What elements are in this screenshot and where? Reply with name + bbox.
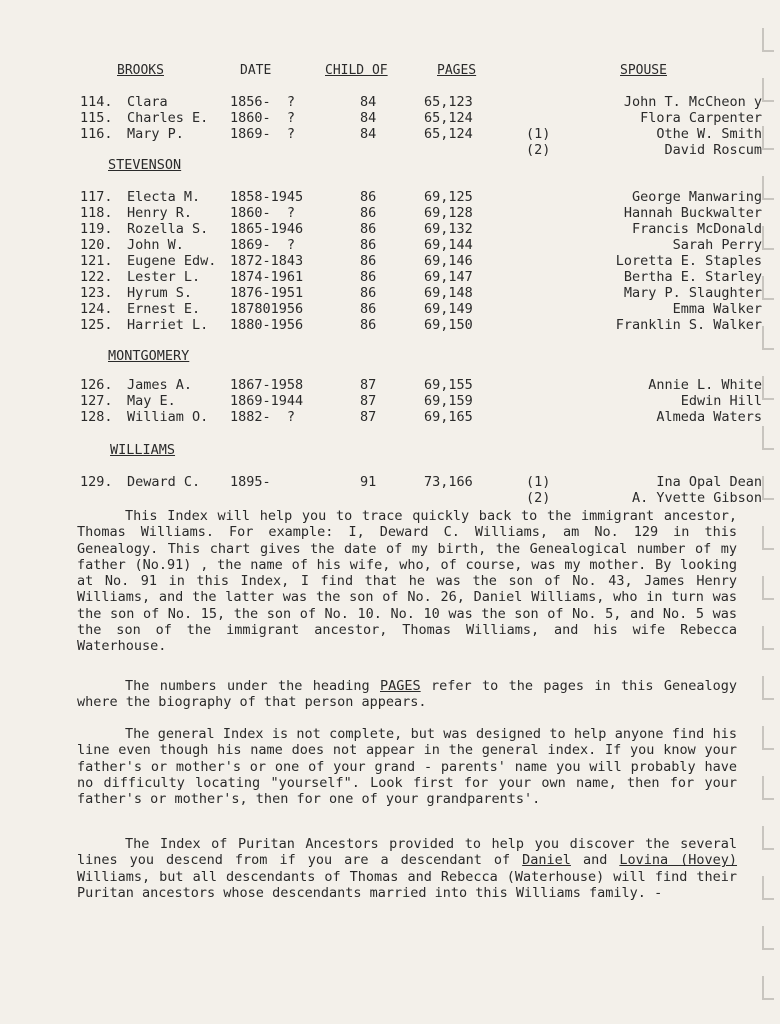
spouse-name: John T. McCheon y <box>623 94 762 110</box>
index-number: 128. <box>80 409 113 425</box>
spouse-name: Ina Opal Dean <box>656 474 762 490</box>
paragraph-pages-explanation <box>77 678 737 711</box>
binder-mark <box>762 126 774 150</box>
index-number: 119. <box>80 221 113 237</box>
index-number: 127. <box>80 393 113 409</box>
page-refs: 65,124 <box>424 126 473 142</box>
spouse-name: Bertha E. Starley <box>623 269 762 285</box>
spouse-name: A. Yvette Gibson <box>631 490 762 506</box>
spouse-name: Almeda Waters <box>656 409 762 425</box>
index-number: 122. <box>80 269 113 285</box>
index-number: 115. <box>80 110 113 126</box>
parent-number: 86 <box>360 189 377 205</box>
header-brooks: BROOKS <box>117 63 164 78</box>
table-row <box>0 126 780 142</box>
spouse-name: Edwin Hill <box>680 393 762 409</box>
parent-number: 86 <box>360 205 377 221</box>
binder-mark <box>762 876 774 900</box>
binder-mark <box>762 78 774 102</box>
person-dates: 1869-1944 <box>230 393 304 409</box>
binder-mark <box>762 226 774 250</box>
binder-mark <box>762 976 774 1000</box>
header-pages: PAGES <box>437 63 477 78</box>
person-name: Henry R. <box>127 205 193 221</box>
binder-mark <box>762 626 774 650</box>
binder-mark <box>762 826 774 850</box>
table-row <box>0 110 780 126</box>
puritan-text-and: and <box>570 852 620 869</box>
parent-number: 87 <box>360 377 377 393</box>
table-row <box>0 205 780 221</box>
parent-number: 84 <box>360 110 377 126</box>
spouse-name: David Roscum <box>664 142 762 158</box>
spouse-name: Sarah Perry <box>672 237 762 253</box>
header-spouse: SPOUSE <box>620 63 667 78</box>
lovina-name: Lovina (Hovey) <box>619 852 738 869</box>
pages-heading-ref: PAGES <box>380 678 421 694</box>
binder-mark <box>762 476 774 500</box>
spouse-name: Franklin S. Walker <box>615 317 762 333</box>
marriage-marker: (2) <box>526 490 551 506</box>
person-dates: 1856- ? <box>230 94 296 110</box>
header-child-of: CHILD OF <box>325 63 388 78</box>
person-name: Charles E. <box>127 110 209 126</box>
page-refs: 69,148 <box>424 285 473 301</box>
index-number: 120. <box>80 237 113 253</box>
person-name: Harriet L. <box>127 317 209 333</box>
section-title-montgomery: MONTGOMERY <box>108 348 190 364</box>
binder-mark <box>762 28 774 52</box>
table-row <box>0 474 780 490</box>
binder-mark <box>762 376 774 400</box>
person-dates: 1869- ? <box>230 237 296 253</box>
binder-mark <box>762 526 774 550</box>
page-refs: 65,124 <box>424 110 473 126</box>
spouse-name: Loretta E. Staples <box>615 253 762 269</box>
page-refs: 73,166 <box>424 474 473 490</box>
person-dates: 1865-1946 <box>230 221 304 237</box>
parent-number: 86 <box>360 317 377 333</box>
index-number: 129. <box>80 474 113 490</box>
binder-mark <box>762 326 774 350</box>
index-number: 126. <box>80 377 113 393</box>
person-name: James A. <box>127 377 193 393</box>
page-refs: 69,128 <box>424 205 473 221</box>
person-name: May E. <box>127 393 176 409</box>
parent-number: 86 <box>360 301 377 317</box>
person-name: Electa M. <box>127 189 201 205</box>
person-dates: 1860- ? <box>230 110 296 126</box>
marriage-marker: (2) <box>526 142 551 158</box>
page-refs: 69,147 <box>424 269 473 285</box>
page-refs: 69,149 <box>424 301 473 317</box>
spouse-name: George Manwaring <box>631 189 762 205</box>
binder-mark <box>762 176 774 200</box>
person-dates: 1872-1843 <box>230 253 304 269</box>
person-dates: 1880-1956 <box>230 317 304 333</box>
parent-number: 86 <box>360 221 377 237</box>
binder-mark <box>762 426 774 450</box>
section-title-williams: WILLIAMS <box>110 442 176 458</box>
person-name: Lester L. <box>127 269 201 285</box>
index-number: 125. <box>80 317 113 333</box>
index-number: 123. <box>80 285 113 301</box>
header-date: DATE <box>240 63 272 78</box>
person-name: John W. <box>127 237 184 253</box>
index-number: 118. <box>80 205 113 221</box>
table-row <box>0 221 780 237</box>
person-dates: 1869- ? <box>230 126 296 142</box>
page-refs: 69,144 <box>424 237 473 253</box>
parent-number: 86 <box>360 237 377 253</box>
parent-number: 91 <box>360 474 377 490</box>
table-row <box>0 269 780 285</box>
page-refs: 65,123 <box>424 94 473 110</box>
binder-mark <box>762 576 774 600</box>
page-refs: 69,155 <box>424 377 473 393</box>
parent-number: 84 <box>360 94 377 110</box>
parent-number: 86 <box>360 253 377 269</box>
index-number: 116. <box>80 126 113 142</box>
index-number: 117. <box>80 189 113 205</box>
pages-explanation-text: The numbers under the heading <box>125 678 380 694</box>
spouse-name: Flora Carpenter <box>640 110 762 126</box>
binder-mark <box>762 776 774 800</box>
person-name: Rozella S. <box>127 221 209 237</box>
table-row <box>0 393 780 409</box>
page-refs: 69,146 <box>424 253 473 269</box>
person-name: Mary P. <box>127 126 184 142</box>
person-name: Ernest E. <box>127 301 201 317</box>
puritan-text-start: The Index of Puritan Ancestors provided to help you discover the several lines you descend from if you are a descendant of <box>77 836 737 869</box>
parent-number: 86 <box>360 269 377 285</box>
index-number: 124. <box>80 301 113 317</box>
person-dates: 1858-1945 <box>230 189 304 205</box>
spouse-name: Mary P. Slaughter <box>623 285 762 301</box>
spouse-name: Emma Walker <box>672 301 762 317</box>
spouse-name: Hannah Buckwalter <box>623 205 762 221</box>
spouse-name: Annie L. White <box>648 377 762 393</box>
table-row <box>0 301 780 317</box>
table-row <box>0 142 780 158</box>
binder-mark <box>762 676 774 700</box>
spouse-name: Othe W. Smith <box>656 126 762 142</box>
marriage-marker: (1) <box>526 126 551 142</box>
daniel-name: Daniel <box>522 852 571 869</box>
page-refs: 69,132 <box>424 221 473 237</box>
marriage-marker: (1) <box>526 474 551 490</box>
table-row <box>0 409 780 425</box>
binder-mark <box>762 726 774 750</box>
person-dates: 1895- <box>230 474 271 490</box>
parent-number: 87 <box>360 409 377 425</box>
page-refs: 69,165 <box>424 409 473 425</box>
binder-mark <box>762 926 774 950</box>
index-number: 121. <box>80 253 113 269</box>
parent-number: 86 <box>360 285 377 301</box>
table-row <box>0 490 780 506</box>
person-name: Clara <box>127 94 168 110</box>
person-name: Hyrum S. <box>127 285 193 301</box>
person-dates: 187801956 <box>230 301 304 317</box>
spouse-name: Francis McDonald <box>631 221 762 237</box>
page-refs: 69,159 <box>424 393 473 409</box>
table-row <box>0 237 780 253</box>
person-name: William O. <box>127 409 209 425</box>
binder-mark <box>762 276 774 300</box>
index-number: 114. <box>80 94 113 110</box>
parent-number: 87 <box>360 393 377 409</box>
person-dates: 1876-1951 <box>230 285 304 301</box>
table-row <box>0 317 780 333</box>
paragraph-general-index: The general Index is not complete, but was designed to help anyone find his line even though his name does not appear in the general index. If you know your father's or mother's or one of your grand - parents' name you will probably have no difficulty locating "yourself". Look first for your own name, then for your father's or mother's, then for one of your grandparents'. <box>77 726 737 808</box>
paragraph-puritan-ancestors <box>77 836 737 901</box>
table-row <box>0 285 780 301</box>
paragraph-tracing-example: This Index will help you to trace quickly back to the immigrant ancestor, Thomas Williams. For example: I, Deward C. Williams, am No. 129 in this Genealogy. This chart gives the date of my birth, the Genealogical number of my father (No.91) , the name of his wife, who, of course, was my mother. By looking at No. 91 in this Index, I find that he was the son of No. 43, James Henry Williams, and the latter was the son of No. 26, Daniel Williams, who in turn was the son of No. 15, the son of No. 10. No. 10 was the son of No. 5, and No. 5 was the son of the immigrant ancestor, Thomas Williams, and his wife Rebecca Waterhouse. <box>77 508 737 655</box>
page-refs: 69,150 <box>424 317 473 333</box>
person-dates: 1867-1958 <box>230 377 304 393</box>
section-title-stevenson: STEVENSON <box>108 157 182 173</box>
person-name: Eugene Edw. <box>127 253 217 269</box>
person-dates: 1882- ? <box>230 409 296 425</box>
table-row <box>0 253 780 269</box>
pages-explanation-text-end: refer to the pages in this Genealogy where the biography of that person appears. <box>77 678 737 711</box>
table-row <box>0 189 780 205</box>
table-row <box>0 377 780 393</box>
person-dates: 1860- ? <box>230 205 296 221</box>
page-refs: 69,125 <box>424 189 473 205</box>
table-row <box>0 94 780 110</box>
person-dates: 1874-1961 <box>230 269 304 285</box>
person-name: Deward C. <box>127 474 201 490</box>
parent-number: 84 <box>360 126 377 142</box>
puritan-text-end: Williams, but all descendants of Thomas and Rebecca (Waterhouse) will find their Puritan ancestors whose descendants married into this Williams family. - <box>77 868 737 901</box>
